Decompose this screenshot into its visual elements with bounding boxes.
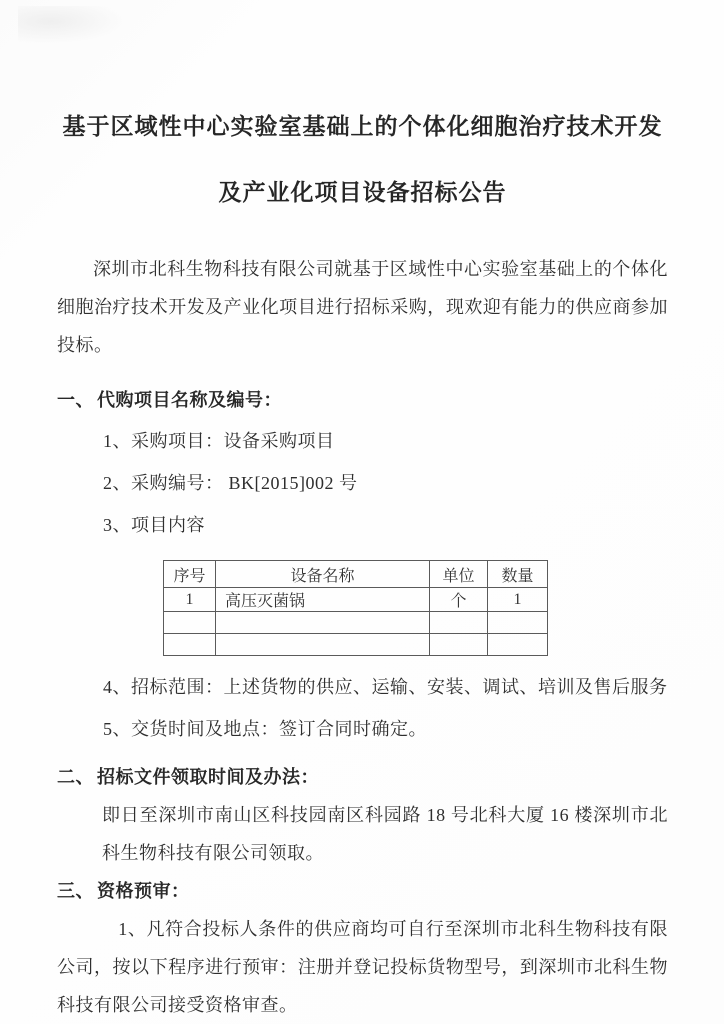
title-line-2: 及产业化项目设备招标公告 bbox=[218, 180, 507, 205]
section2-heading bbox=[57, 758, 668, 796]
document-title bbox=[57, 112, 668, 208]
equipment-table-body bbox=[164, 588, 548, 656]
cell-row3-no bbox=[164, 634, 216, 656]
header-设备名称: 设备名称 bbox=[216, 561, 430, 588]
header-数量: 数量 bbox=[488, 561, 548, 588]
intro-paragraph: 深圳市北科生物科技有限公司就基于区域性中心实验室基础上的个体化细胞治疗技术开发及产业化项目进行招标采购，现欢迎有能力的供应商参加投标。 bbox=[57, 259, 668, 355]
table-row bbox=[164, 634, 548, 656]
section1-item3: 3、项目内容 bbox=[103, 515, 205, 535]
scan-smudge bbox=[18, 6, 128, 44]
section1-number: 一、 bbox=[57, 390, 94, 410]
section3-title: 资格预审： bbox=[97, 881, 190, 901]
table-row bbox=[164, 612, 548, 634]
section1-item4: 4、招标范围：上述货物的供应、运输、安装、调试、培训及售后服务 bbox=[103, 677, 668, 697]
cell-row3-qty bbox=[488, 634, 548, 656]
cell-row1-qty: 1 bbox=[488, 588, 548, 612]
section2-number: 二、 bbox=[57, 767, 94, 787]
section3-body: 1、凡符合投标人条件的供应商均可自行至深圳市北科生物科技有限公司，按以下程序进行预审：注册并登记投标货物型号，到深圳市北科生物科技有限公司接受资格审查。 bbox=[57, 919, 668, 1015]
cell-row1-name: 高压灭菌锅 bbox=[216, 588, 430, 612]
header-序号: 序号 bbox=[164, 561, 216, 588]
equipment-table bbox=[163, 560, 548, 656]
header-单位: 单位 bbox=[430, 561, 488, 588]
cell-row2-qty bbox=[488, 612, 548, 634]
cell-row2-no bbox=[164, 612, 216, 634]
cell-row2-name bbox=[216, 612, 430, 634]
cell-row3-name bbox=[216, 634, 430, 656]
section1-title: 代购项目名称及编号： bbox=[97, 390, 282, 410]
cell-row1-no: 1 bbox=[164, 588, 216, 612]
section3-number: 三、 bbox=[57, 881, 94, 901]
section1-heading bbox=[57, 381, 668, 419]
section3-heading bbox=[57, 872, 668, 910]
section1-item2: 2、采购编号： BK[2015]002 号 bbox=[103, 473, 358, 493]
table-row bbox=[164, 588, 548, 612]
section2-body: 即日至深圳市南山区科技园南区科园路 18 号北科大厦 16 楼深圳市北科生物科技有限公司领取。 bbox=[102, 805, 668, 863]
equipment-table-head bbox=[164, 561, 548, 588]
cell-row3-unit bbox=[430, 634, 488, 656]
title-line-1: 基于区域性中心实验室基础上的个体化细胞治疗技术开发 bbox=[62, 114, 663, 139]
cell-row1-unit: 个 bbox=[430, 588, 488, 612]
section1-item5: 5、交货时间及地点：签订合同时确定。 bbox=[103, 719, 427, 739]
cell-row2-unit bbox=[430, 612, 488, 634]
section2-title: 招标文件领取时间及办法： bbox=[97, 767, 319, 787]
table-header-row bbox=[164, 561, 548, 588]
section1-item1: 1、采购项目：设备采购项目 bbox=[103, 431, 335, 451]
